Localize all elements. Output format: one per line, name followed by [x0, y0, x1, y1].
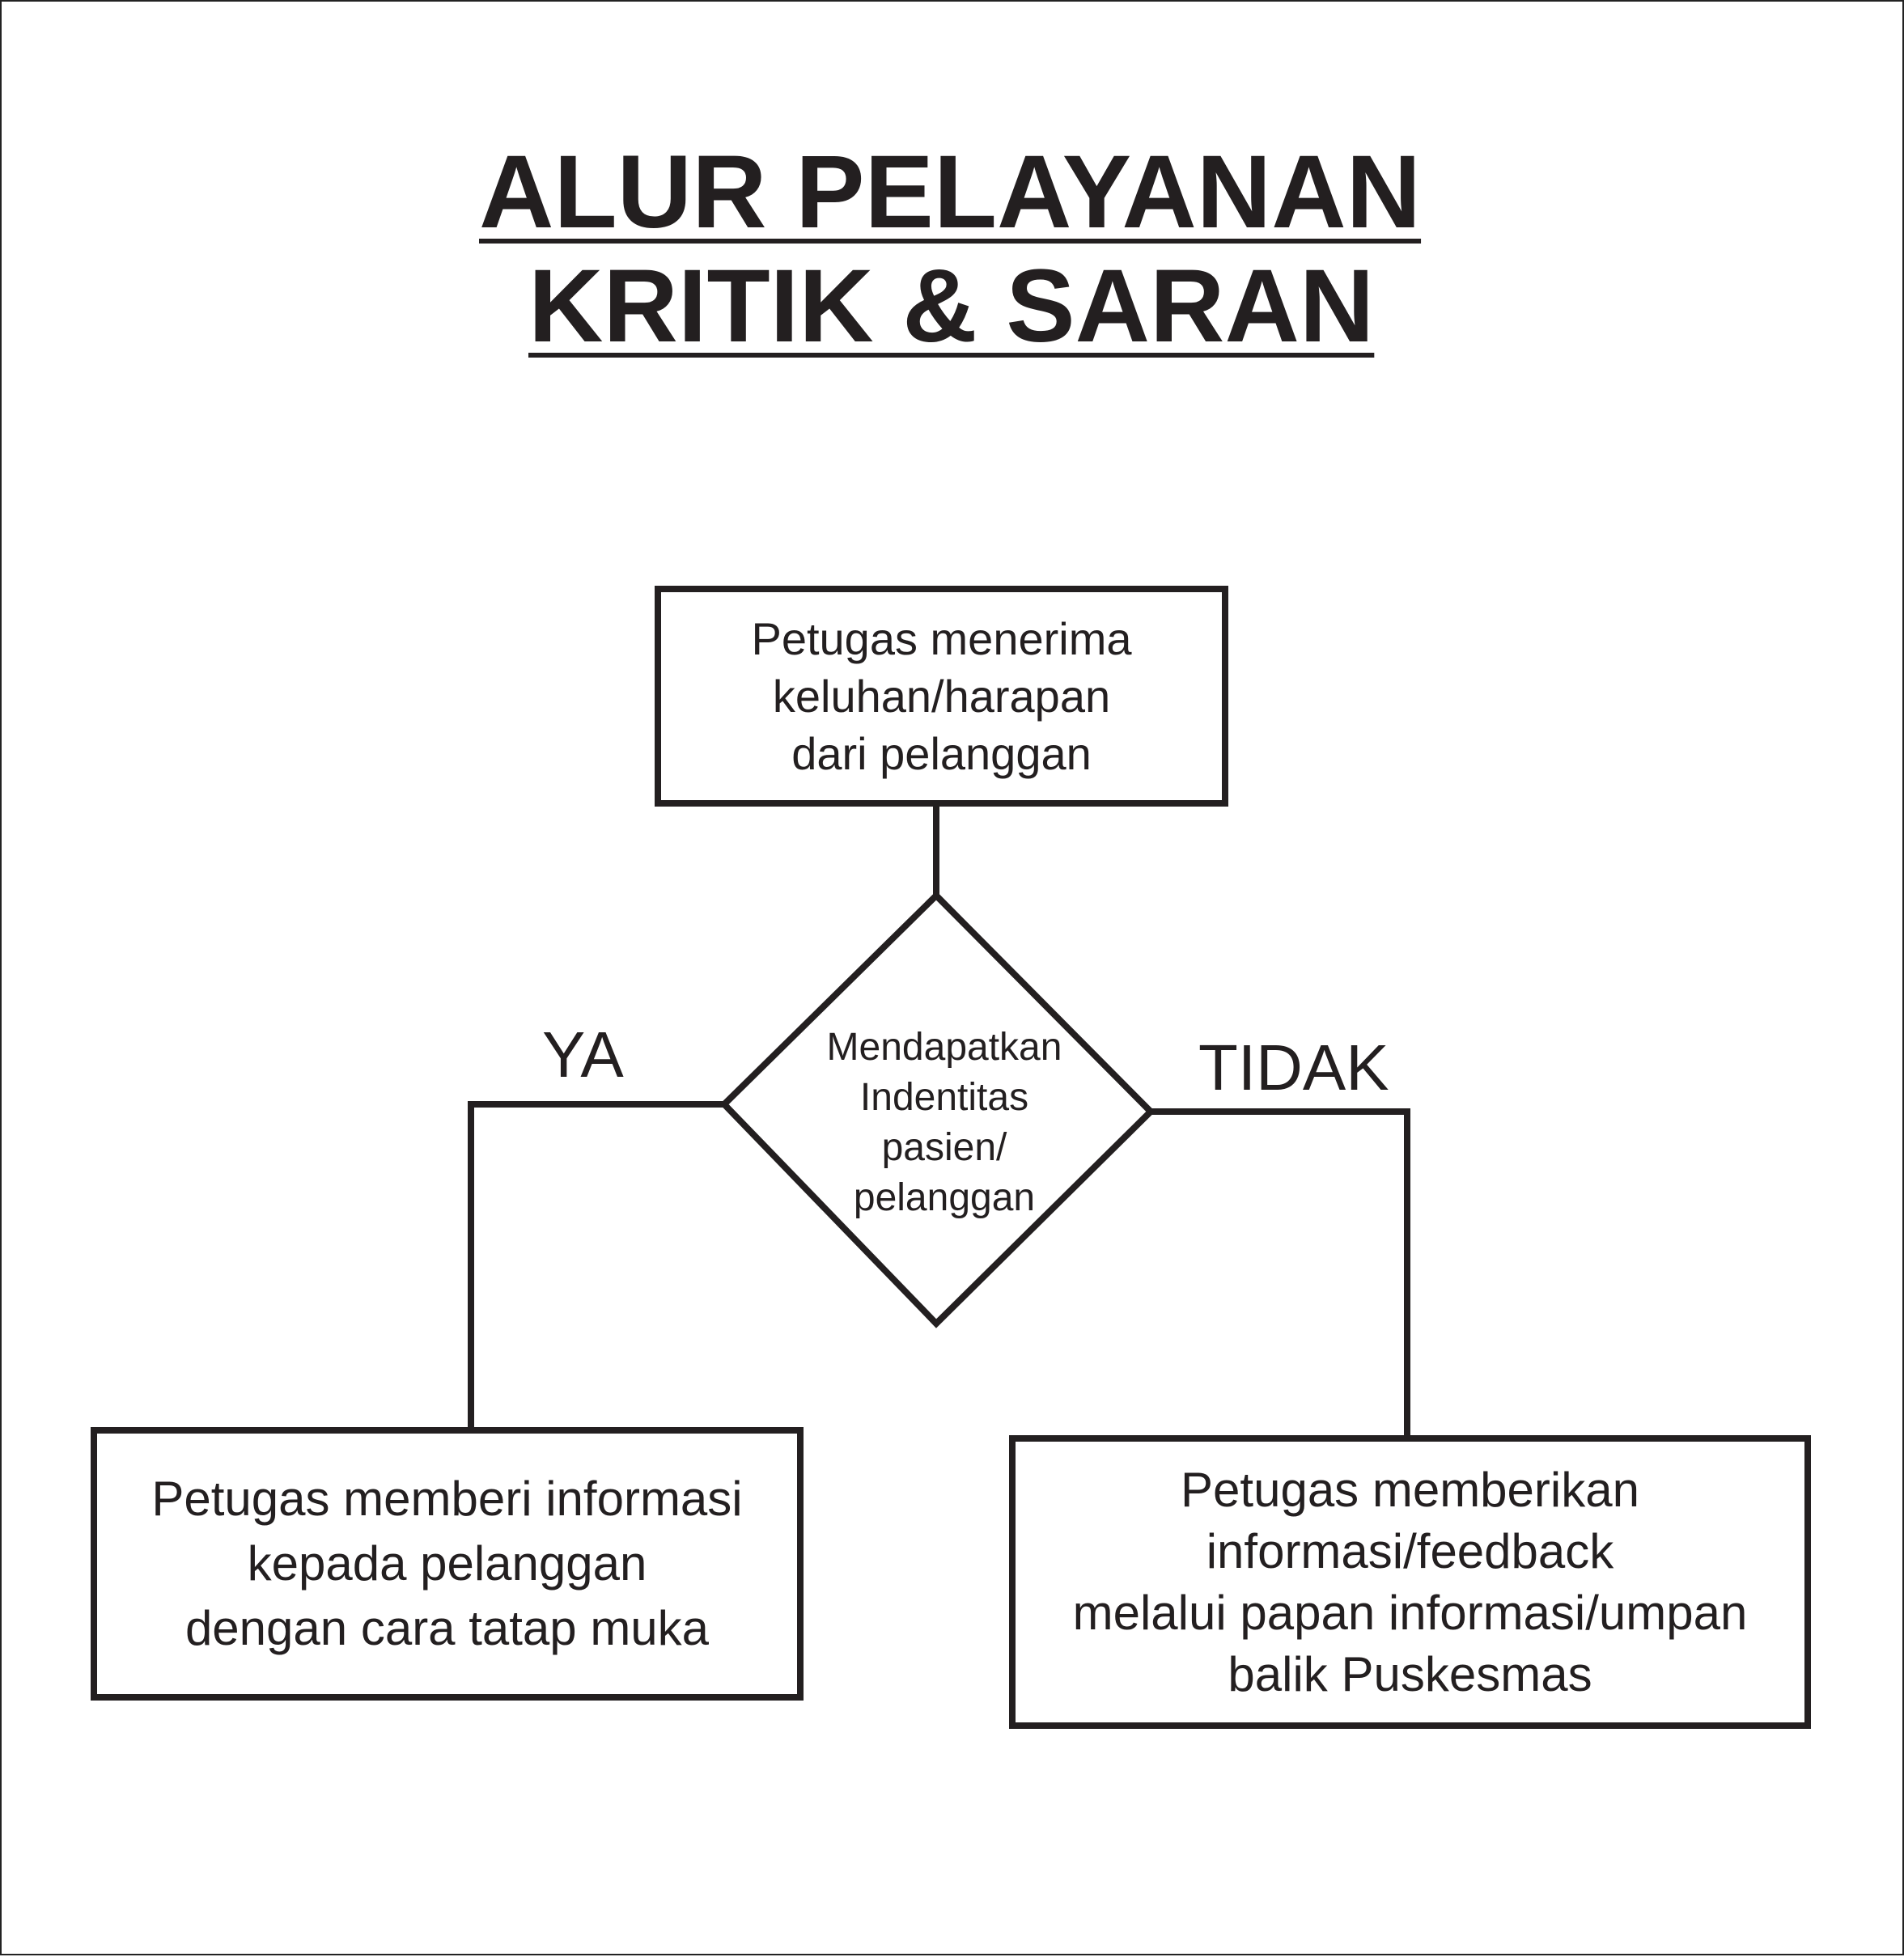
connector-yes-branch — [471, 1104, 724, 1427]
yes-result-text-line: kepada pelanggan — [247, 1536, 647, 1591]
no-result-text-line: informasi/feedback — [1206, 1523, 1614, 1578]
yes-result-text-line: dengan cara tatap muka — [184, 1601, 710, 1655]
yes-branch-label: YA — [542, 1019, 624, 1091]
title-line-1: ALUR PELAYANAN — [479, 134, 1422, 250]
start-text-line: dari pelanggan — [791, 728, 1092, 779]
start-process-box — [655, 586, 1228, 807]
title-line-2: KRITIK & SARAN — [528, 248, 1375, 364]
decision-text-line: pelanggan — [853, 1176, 1036, 1219]
decision-text-line: Mendapatkan — [826, 1026, 1062, 1069]
no-result-text-line: balik Puskesmas — [1228, 1646, 1592, 1701]
yes-result-box — [91, 1427, 804, 1701]
no-result-text-line: melalui papan informasi/umpan — [1072, 1585, 1748, 1640]
no-result-text-line: Petugas memberikan — [1181, 1462, 1639, 1517]
start-text-line: Petugas menerima — [751, 613, 1132, 664]
no-result-box — [1009, 1435, 1811, 1729]
decision-label — [803, 1023, 1086, 1223]
start-text-line: keluhan/harapan — [772, 671, 1111, 722]
yes-result-text-line: Petugas memberi informasi — [151, 1472, 743, 1526]
decision-text-line: pasien/ — [881, 1126, 1007, 1169]
connector-no-branch — [1151, 1112, 1407, 1435]
decision-text-line: Indentitas — [859, 1076, 1029, 1119]
no-branch-label: TIDAK — [1198, 1031, 1389, 1103]
